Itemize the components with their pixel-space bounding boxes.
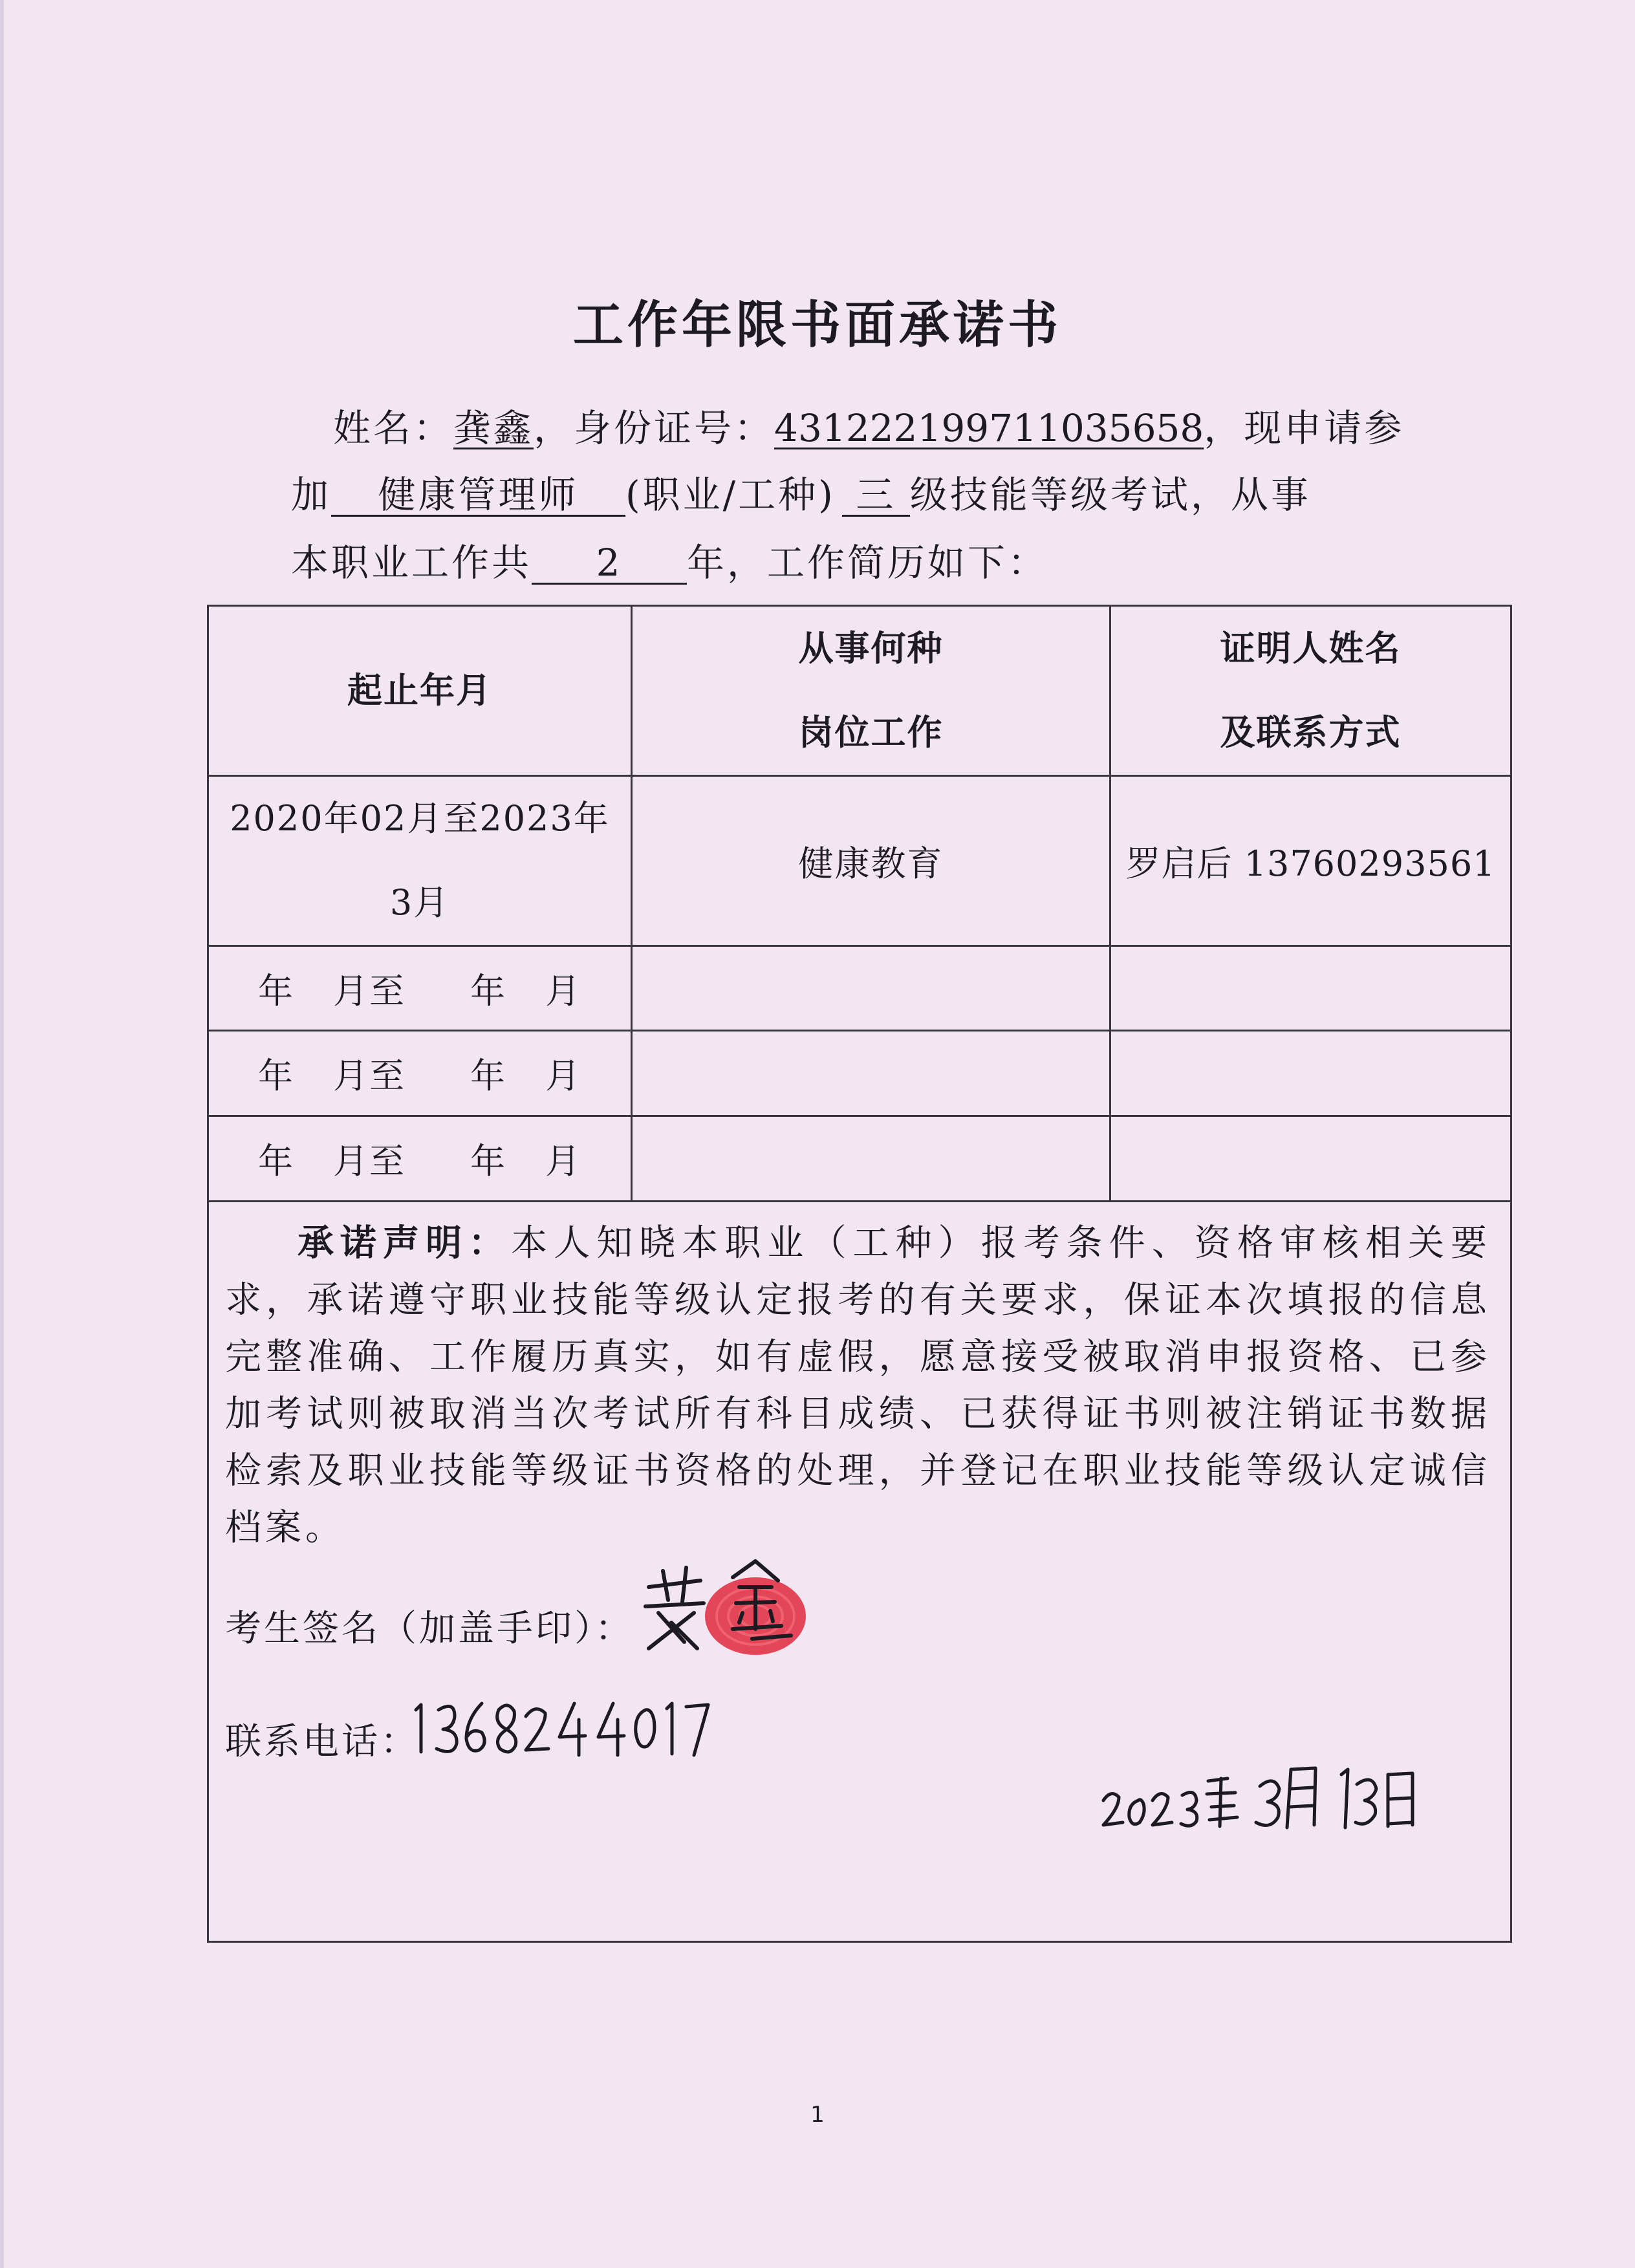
cell-period-blank: 年 月至 年 月: [208, 946, 632, 1031]
pledge-heading: 承诺声明：: [298, 1222, 512, 1264]
intro-line-3: [291, 532, 1048, 587]
phone-label: 联系电话：: [225, 1721, 419, 1763]
cell-witness: 罗启后 13760293561: [1110, 776, 1511, 946]
cell-period: [208, 776, 632, 946]
occupation-suffix: (职业/工种): [625, 473, 836, 517]
pledge-cell: [208, 1202, 1511, 1942]
header-job-line2: 岗位工作: [798, 712, 944, 753]
cell-period-blank: 年 月至 年 月: [208, 1031, 632, 1116]
cell-period-blank: 年 月至 年 月: [208, 1116, 632, 1202]
header-witness-line2: 及联系方式: [1220, 712, 1402, 753]
header-job-line1: 从事何种: [798, 628, 944, 669]
cell-job-blank: [632, 946, 1110, 1031]
page-number: 1: [810, 2102, 825, 2128]
header-witness-line1: 证明人姓名: [1220, 628, 1402, 669]
cell-witness-blank: [1110, 1116, 1511, 1202]
period-line2: 3月: [389, 882, 450, 923]
cell-job-blank: [632, 1031, 1110, 1116]
occupation-field: 健康管理师: [331, 475, 625, 517]
apply-text: ，现申请参: [1204, 406, 1405, 450]
table-row: [208, 1031, 1511, 1116]
intro-line-1: [333, 398, 1404, 452]
name-label: 姓名：: [333, 406, 454, 450]
pledge-statement: [225, 1215, 1491, 1557]
work-history-table: [207, 605, 1512, 1943]
intro-line-2: [291, 464, 1311, 519]
years-field: 2: [532, 543, 687, 585]
cell-witness-blank: [1110, 1031, 1511, 1116]
level-field: 三: [842, 475, 910, 517]
level-suffix: 级技能等级考试，从事: [909, 473, 1311, 517]
id-number: 431222199711035658: [774, 406, 1204, 450]
document-title: 工作年限书面承诺书: [572, 296, 1062, 354]
header-period: 起止年月: [208, 606, 632, 776]
pledge-row: [208, 1202, 1511, 1942]
id-label: ，身份证号：: [534, 406, 775, 450]
header-witness: [1110, 606, 1511, 776]
table-row: [208, 1116, 1511, 1202]
header-job: [632, 606, 1110, 776]
cell-job: 健康教育: [632, 776, 1110, 946]
period-line1: 2020年02月至2023年: [230, 798, 610, 839]
cell-job-blank: [632, 1116, 1110, 1202]
signature-with-fingerprint: [623, 1551, 830, 1668]
handwritten-date: [1098, 1755, 1473, 1839]
name-value: 龚鑫: [453, 406, 534, 450]
table-row: [208, 776, 1511, 946]
cell-witness-blank: [1110, 946, 1511, 1031]
years-suffix: 年，工作简历如下：: [687, 541, 1048, 585]
handwritten-phone: [409, 1684, 713, 1768]
join-text: 加: [291, 473, 332, 517]
signature-label: 考生签名（加盖手印）：: [225, 1608, 634, 1650]
years-prefix: 本职业工作共: [291, 541, 532, 585]
table-header-row: [208, 606, 1511, 776]
pledge-body: 本人知晓本职业（工种）报考条件、资格审核相关要求，承诺遵守职业技能等级认定报考的有关要求，保证本次填报的信息完整准确、工作履历真实，如有虚假，愿意接受被取消申报资格、已参加考试则被取消当次考试所有科目成绩、已获得证书则被注销证书数据检索及职业技能等级证书资格的处理，并登记在职业技能等级认定诚信档案。: [225, 1222, 1491, 1549]
table-row: [208, 946, 1511, 1031]
